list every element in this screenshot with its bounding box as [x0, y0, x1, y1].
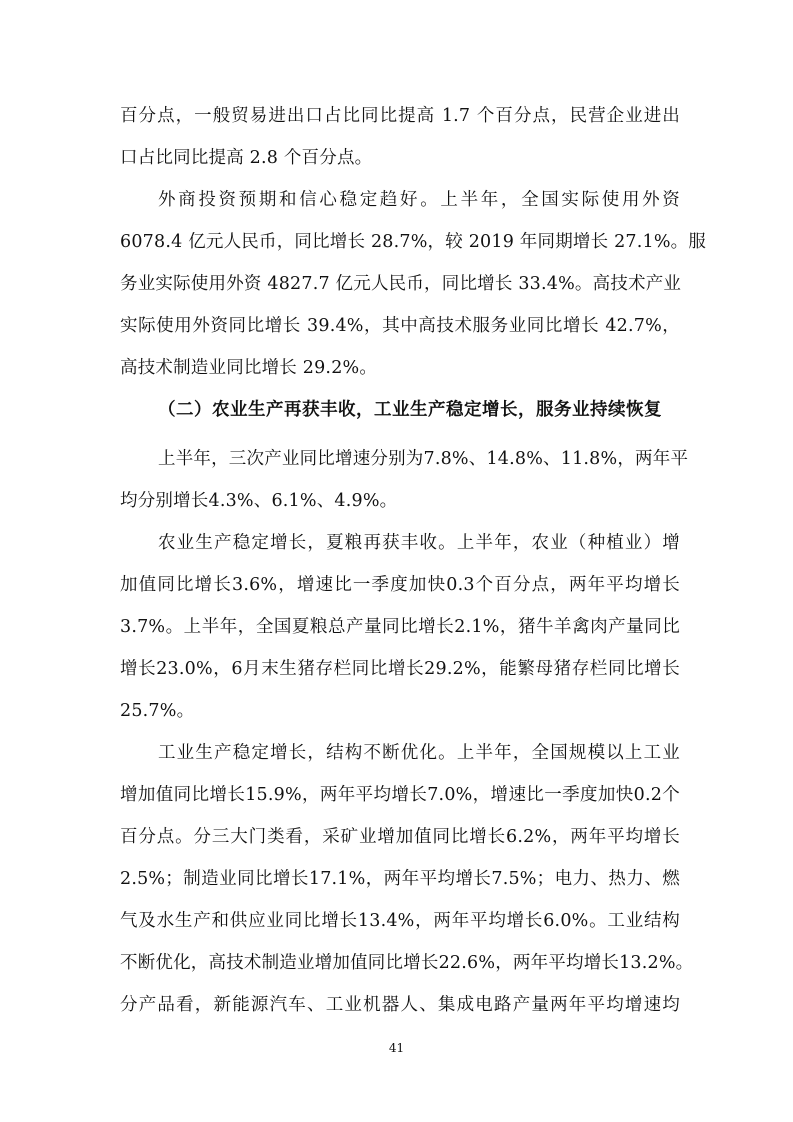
text-line: 分产品看，新能源汽车、工业机器人、集成电路产量两年平均增速均 [120, 995, 680, 1015]
text-line: 口占比同比提高 2.8 个百分点。 [120, 148, 373, 168]
section-heading: （二）农业生产再获丰收，工业生产稳定增长，服务业持续恢复 [158, 400, 662, 420]
text-line: 加值同比增长3.6%，增速比一季度加快0.3个百分点，两年平均增长 [120, 575, 680, 595]
text-line: 百分点。分三大门类看，采矿业增加值同比增长6.2%，两年平均增长 [120, 827, 680, 847]
paragraph-first-line: 外商投资预期和信心稳定趋好。上半年，全国实际使用外资 [158, 190, 680, 210]
text-line: 增长23.0%，6月末生猪存栏同比增长29.2%，能繁母猪存栏同比增长 [120, 659, 680, 679]
text-line: 6078.4 亿元人民币，同比增长 28.7%，较 2019 年同期增长 27.1%。服 [120, 232, 707, 252]
text-line: 增加值同比增长15.9%，两年平均增长7.0%，增速比一季度加快0.2个 [120, 785, 680, 805]
text-line: 3.7%。上半年，全国夏粮总产量同比增长2.1%，猪牛羊禽肉产量同比 [120, 617, 680, 637]
text-line: 气及水生产和供应业同比增长13.4%，两年平均增长6.0%。工业结构 [120, 911, 680, 931]
text-line: 25.7%。 [120, 701, 195, 721]
paragraph-first-line: 农业生产稳定增长，夏粮再获丰收。上半年，农业（种植业）增 [158, 533, 680, 553]
text-line: 2.5%；制造业同比增长17.1%，两年平均增长7.5%；电力、热力、燃 [120, 869, 680, 889]
paragraph-first-line: 上半年，三次产业同比增速分别为7.8%、14.8%、11.8%，两年平 [158, 449, 689, 469]
text-line: 不断优化，高技术制造业增加值同比增长22.6%，两年平均增长13.2%。 [120, 953, 694, 973]
text-line: 实际使用外资同比增长 39.4%，其中高技术服务业同比增长 42.7%， [120, 316, 680, 336]
text-line: 百分点，一般贸易进出口占比同比提高 1.7 个百分点，民营企业进出 [120, 106, 680, 126]
text-line: 均分别增长4.3%、6.1%、4.9%。 [120, 491, 398, 511]
text-line: 务业实际使用外资 4827.7 亿元人民币，同比增长 33.4%。高技术产业 [120, 274, 682, 294]
paragraph-first-line: 工业生产稳定增长，结构不断优化。上半年，全国规模以上工业 [158, 743, 680, 763]
page-number: 41 [388, 1041, 405, 1055]
text-line: 高技术制造业同比增长 29.2%。 [120, 358, 378, 378]
